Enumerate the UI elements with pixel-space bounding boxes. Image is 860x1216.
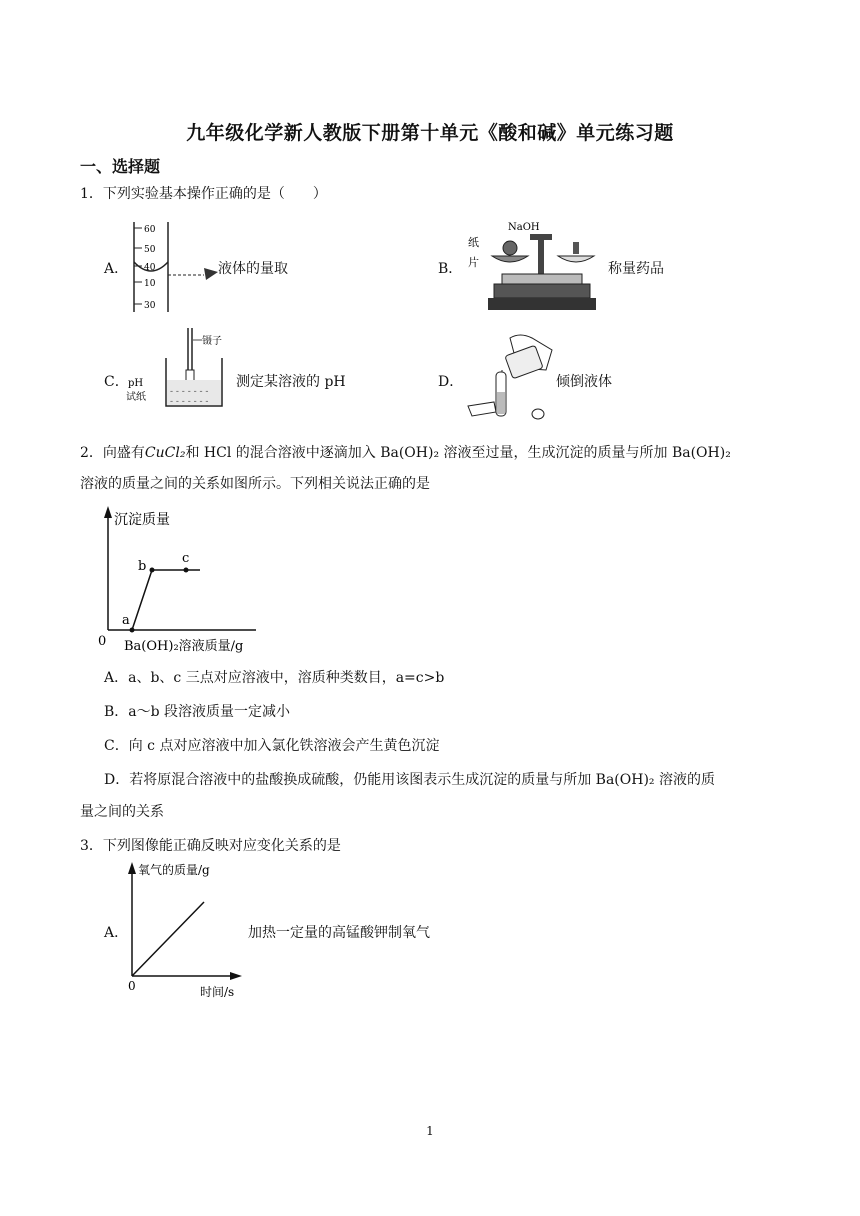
page-number: 1 [426, 1124, 434, 1138]
ph-paper-label-1: pH [128, 378, 144, 389]
q3-graph-xlabel: 时间/s [200, 985, 235, 999]
q3-option-a-text: 加热一定量的高锰酸钾制氧气 [248, 925, 430, 941]
q1-option-c-text: 测定某溶液的 pH [236, 374, 346, 390]
cyl-tick-50: 50 [144, 245, 156, 255]
question-1-stem: 1．下列实验基本操作正确的是（ ） [80, 186, 327, 202]
svg-text:- - - - - - -: - - - - - - - [170, 397, 209, 407]
question-2-stem-line1 [80, 443, 731, 463]
q2-point-c: c [182, 551, 190, 566]
q1-option-a-text: 液体的量取 [218, 261, 288, 277]
q3-option-a-letter: A． [104, 925, 129, 941]
q1-option-d-letter: D． [438, 374, 464, 390]
tweezers-label: 镊子 [202, 336, 222, 347]
pour-liquid-figure [462, 330, 558, 422]
svg-text:- - - - - - -: - - - - - - - [170, 387, 209, 397]
q1-option-d-text: 倾倒液体 [556, 374, 612, 390]
balance-paper-label-1: 纸 [468, 236, 479, 249]
q2-stem-rest: 和 HCl 的混合溶液中逐滴加入 Ba(OH)₂ 溶液至过量，生成沉淀的质量与所加 Ba(OH)₂ [185, 445, 731, 461]
q1-option-c-letter: C． [104, 374, 129, 390]
balance-scale-figure [462, 216, 610, 314]
cyl-tick-40: 40 [144, 263, 156, 273]
q2-option-b: B．a～b 段溶液质量一定减小 [104, 704, 291, 720]
q2-option-c: C．向 c 点对应溶液中加入氯化铁溶液会产生黄色沉淀 [104, 738, 440, 754]
q2-option-d: D．若将原混合溶液中的盐酸换成硫酸，仍能用该图表示生成沉淀的质量与所加 Ba(OH)₂ 溶液的质 [104, 772, 715, 788]
q2-option-d-continued: 量之间的关系 [80, 804, 164, 820]
precipitate-graph [96, 504, 296, 660]
q3-graph-ylabel: 氧气的质量/g [138, 863, 210, 877]
cyl-tick-10: 10 [144, 279, 156, 289]
q1-option-b-text: 称量药品 [608, 261, 664, 277]
q2-option-a: A．a、b、c 三点对应溶液中，溶质种类数目，a=c>b [104, 670, 445, 686]
q2-graph-origin: 0 [98, 634, 107, 649]
oxygen-mass-graph [124, 858, 254, 1000]
q2-graph-xlabel: Ba(OH)₂溶液质量/g [124, 639, 244, 654]
q2-point-b: b [138, 559, 147, 574]
ph-paper-label-2: 试纸 [126, 392, 146, 403]
cyl-tick-30: 30 [144, 301, 156, 311]
q2-stem-prefix: 2．向盛有 [80, 445, 145, 461]
q2-stem-formula: CuCl₂ [144, 445, 186, 461]
q3-graph-origin: 0 [128, 979, 136, 993]
cyl-tick-60: 60 [144, 225, 156, 235]
q1-option-a-letter: A． [104, 261, 129, 277]
q2-graph-ylabel: 沉淀质量 [114, 512, 170, 528]
page-title: 九年级化学新人教版下册第十单元《酸和碱》单元练习题 [186, 122, 674, 144]
question-3-stem: 3．下列图像能正确反映对应变化关系的是 [80, 838, 341, 854]
balance-naoh-label: NaOH [508, 222, 540, 233]
balance-paper-label-2: 片 [468, 256, 479, 269]
q1-option-b-letter: B． [438, 261, 463, 277]
section-heading: 一、选择题 [80, 157, 161, 176]
question-2-stem-line2: 溶液的质量之间的关系如图所示。下列相关说法正确的是 [80, 476, 430, 492]
ph-test-figure [124, 324, 236, 408]
graduated-cylinder-figure [124, 218, 224, 316]
q2-point-a: a [122, 613, 130, 628]
